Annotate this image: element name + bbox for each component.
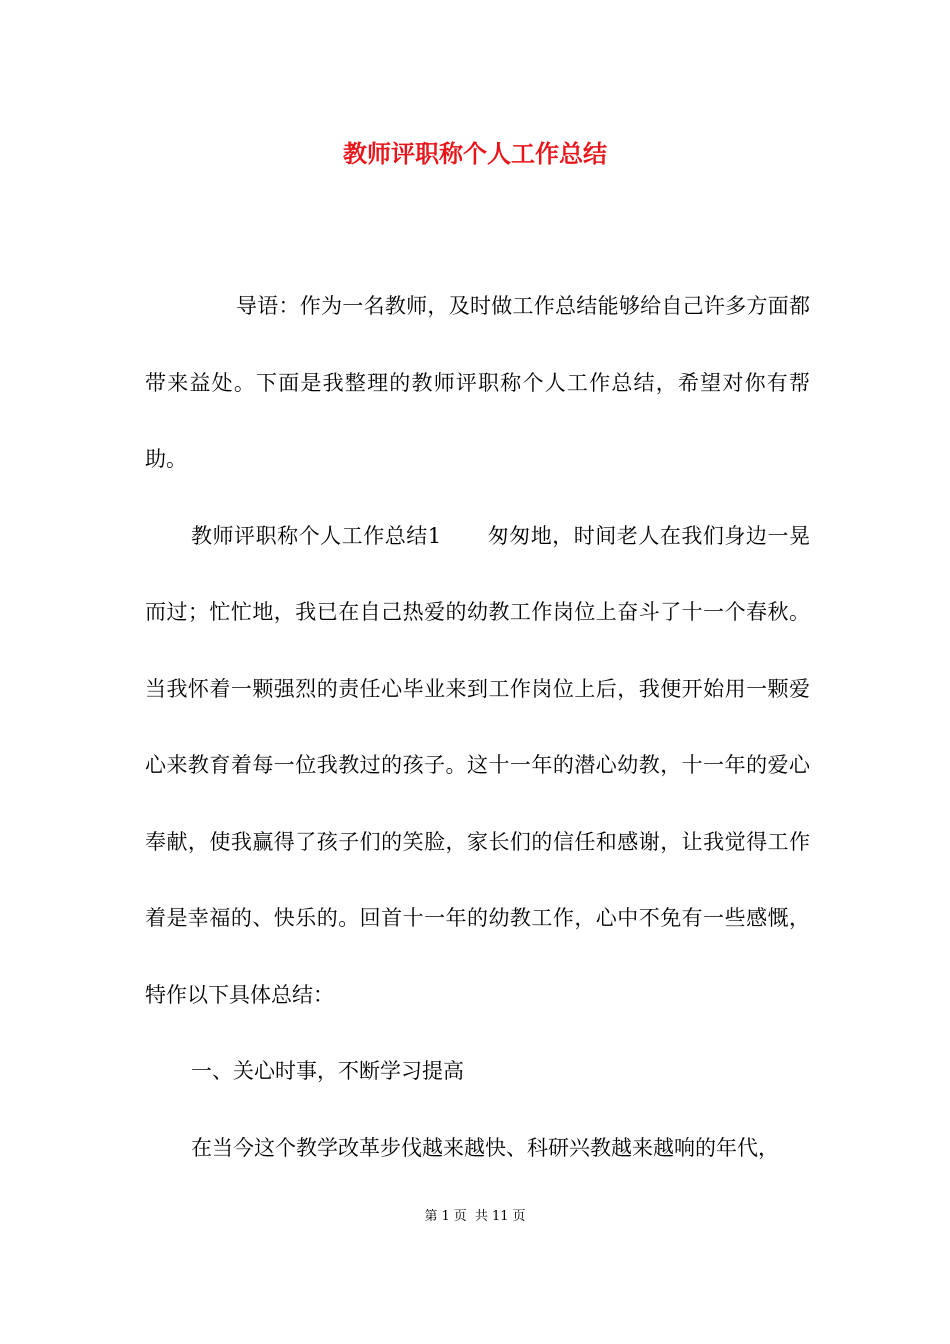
page-footer [0, 1207, 950, 1227]
total-pages-number: 11 [491, 1209, 509, 1224]
page-label-prefix: 第 [424, 1209, 438, 1224]
document-body [145, 268, 810, 1186]
current-page-number: 1 [441, 1209, 450, 1224]
section-heading: 教师评职称个人工作总结1 [191, 523, 442, 548]
document-title: 教师评职称个人工作总结 [343, 139, 607, 168]
paragraph-text: 匆匆地，时间老人在我们身边一晃而过；忙忙地，我已在自己热爱的幼教工作岗位上奋斗了十一个春秋。当我怀着一颗强烈的责任心毕业来到工作岗位上后，我便开始用一颗爱心来教育着每一位我教过的孩子。这十一年的潜心幼教，十一年的爱心奉献，使我赢得了孩子们的笑脸，家长们的信任和感谢，让我觉得工作着是幸福的、快乐的。回首十一年的幼教工作，心中不免有一些感慨，特作以下具体总结： [145, 523, 810, 1007]
body-paragraph: 在当今这个教学改革步伐越来越快、科研兴教越来越响的年代， [191, 1135, 779, 1160]
section-paragraph [145, 498, 810, 1034]
page-label-mid: 页 共 [453, 1209, 488, 1224]
subheading: 一、关心时事，不断学习提高 [191, 1059, 464, 1083]
intro-paragraph: 导语：作为一名教师，及时做工作总结能够给自己许多方面都带来益处。下面是我整理的教师评职称个人工作总结，希望对你有帮助。 [145, 294, 810, 471]
page-label-suffix: 页 [512, 1209, 526, 1224]
